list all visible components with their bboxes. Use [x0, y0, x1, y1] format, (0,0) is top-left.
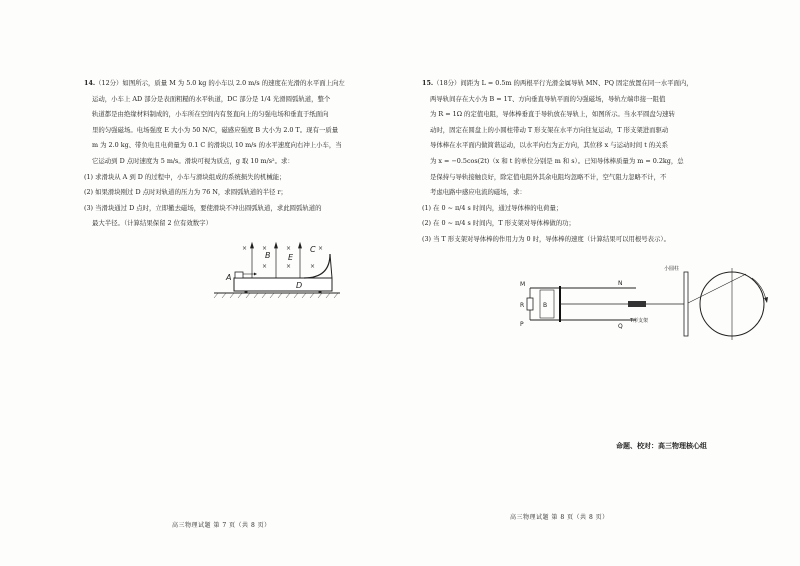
- label-Q: Q: [618, 323, 623, 330]
- label-E: E: [288, 253, 294, 262]
- problem-14-question-1: (1) 求滑块从 A 到 D 的过程中，小车与滑块组成的系统损失的机械能；: [84, 172, 286, 181]
- problem-14-line-1: 14.（12分）如图所示，质量 M 为 5.0 kg 的小车以 2.0 m/s 的速度在光滑的水平面上向左: [84, 79, 345, 87]
- svg-text:×: ×: [262, 245, 268, 252]
- arc-track: [304, 254, 330, 278]
- problem-14-line-4: 里的匀强磁场。电场强度 E 大小为 50 N/C，磁感应强度 B 大小为 2.0 T。现有一质量: [92, 125, 339, 134]
- label-P: P: [520, 321, 524, 328]
- problem-14-question-2: (2) 如果滑块刚过 D 点时对轨道的压力为 76 N，求圆弧轨道的半径 r；: [84, 188, 287, 197]
- label-N: N: [618, 280, 623, 287]
- svg-text:×: ×: [286, 263, 292, 270]
- label-t-bracket: T形支架: [630, 318, 649, 324]
- svg-text:×: ×: [242, 245, 248, 252]
- cart-body: [234, 278, 332, 291]
- wheel-right: [319, 291, 322, 294]
- problem-15-figure: [516, 264, 786, 344]
- wheel-left: [245, 291, 248, 294]
- label-D: D: [296, 281, 303, 290]
- problem-15-line-1: 15.（18分）间距为 L = 0.5m 的两根平行光滑金属导轨 MN、PQ 固定放置在同一水平面内，: [422, 79, 693, 87]
- problem-14-line-6: 它运动到 D 点时速度为 5 m/s。滑块可视为质点，g 取 10 m/s²。求：: [92, 156, 294, 165]
- problem-14-question-3-cont: 最大半径。（计算结果保留 2 位有效数字）: [92, 219, 212, 228]
- problem-15-question-2: (2) 在 0 ~ π/4 s 时间内，T 形支架对导体棒做的功；: [422, 219, 575, 228]
- t-bracket: [628, 301, 646, 307]
- label-R: R: [520, 302, 525, 309]
- problem-15-line-8: 考虑电路中感应电流的磁场，求：: [430, 188, 526, 197]
- ground-hatching: [214, 293, 338, 298]
- problem-14: [84, 76, 364, 232]
- svg-text:×: ×: [286, 245, 292, 252]
- resistor: [527, 298, 533, 310]
- right-page: [400, 0, 800, 566]
- label-C: C: [310, 245, 316, 254]
- label-M: M: [520, 281, 526, 288]
- problem-15: [422, 76, 742, 248]
- problem-15-question-1: (1) 在 0 ~ π/4 s 时间内，通过导体棒的电荷量；: [422, 203, 563, 212]
- problem-15-line-2: 两导轨间存在大小为 B = 1T、方向垂直导轨平面的匀强磁场，导轨左端串接一阻值: [430, 94, 666, 103]
- svg-text:×: ×: [318, 245, 324, 252]
- electric-field-lines: [251, 243, 302, 278]
- slider-block: [235, 272, 243, 278]
- problem-15-line-5: 导体棒在水平面内做简谐运动，以水平向右为正方向，其位移 x 与运动时间 t 的关系: [430, 141, 668, 150]
- problem-15-line-4: 动时，固定在圆盘上的小圆柱带动 T 形支架在水平方向往复运动，T 形支架进而驱动: [430, 125, 669, 134]
- problem-15-line-7: 是保持与导轨接触良好，除定值电阻外其余电阻均忽略不计，空气阻力忽略不计，不: [430, 172, 667, 181]
- problem-14-line-5: m 为 2.0 kg、带负电且电荷量为 0.1 C 的滑块以 10 m/s 的水平速度向右冲上小车，当: [92, 141, 342, 150]
- problem-15-line-6: 为 x = −0.5cos(2t)（x 和 t 的单位分别是 m 和 s）。已知导体棒质量为 m = 0.2kg，总: [430, 156, 684, 165]
- problem-15-number: 15.: [422, 79, 434, 87]
- page-8-footer: 高三物理试题 第 8 页（共 8 页）: [510, 514, 609, 521]
- svg-text:×: ×: [310, 263, 316, 270]
- page-7-footer: 高三物理试题 第 7 页（共 8 页）: [172, 522, 271, 529]
- label-A: A: [226, 273, 232, 282]
- problem-14-line-2: 运动，小车上 AD 部分是表面粗糙的水平轨道，DC 部分是 1/4 光滑圆弧轨道，整个: [92, 94, 331, 103]
- label-B: B: [265, 251, 271, 260]
- label-small-cylinder: 小圆柱: [664, 266, 680, 272]
- problem-14-figure: [212, 240, 342, 302]
- credit-line: 命题、校对：高三物理核心组: [616, 441, 707, 450]
- svg-text:×: ×: [262, 263, 268, 270]
- problem-14-line-3: 轨道都是由绝缘材料制成的，小车所在空间内有竖直向上的匀强电场和垂直于纸面向: [92, 110, 329, 119]
- problem-15-line-3: 为 R = 1Ω 的定值电阻，导体棒垂直于导轨放在导轨上，如图所示。当水平圆盘匀速转: [430, 110, 675, 119]
- problem-14-question-3: (3) 当滑块通过 D 点时，立即撤去磁场，要使滑块不冲出圆弧轨道，求此圆弧轨道的: [84, 203, 322, 212]
- problem-15-question-3: (3) 当 T 形支架对导体棒的作用力为 0 时，导体棒的速度（计算结果可以用根号表示）。: [422, 234, 671, 243]
- small-cylinder-slot: [684, 272, 688, 336]
- problem-14-number: 14.: [84, 79, 96, 87]
- label-B: B: [543, 302, 548, 309]
